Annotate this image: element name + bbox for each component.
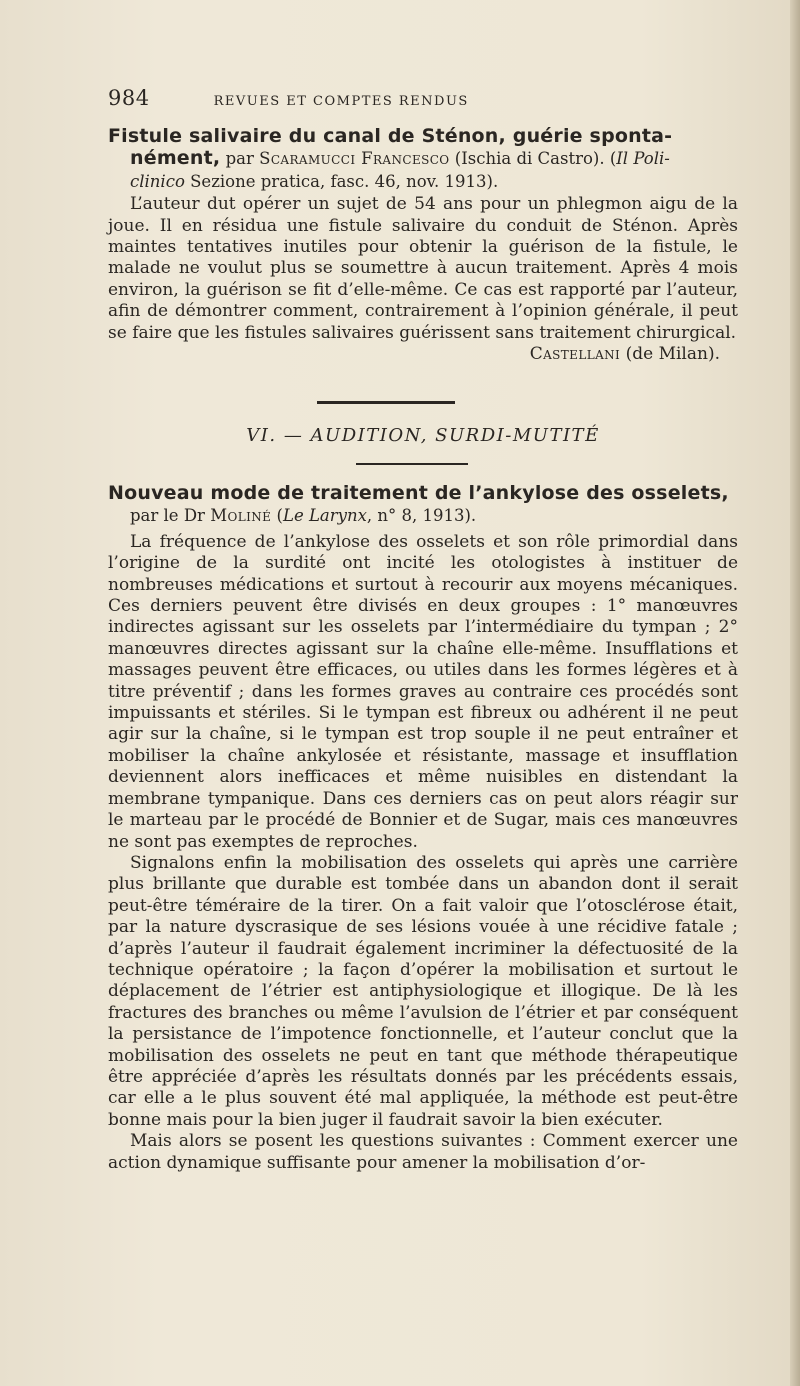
article-title: Nouveau mode de traitement de l’ankylose des osselets,	[108, 482, 729, 504]
article-affiliation: (Ischia di Castro). (	[449, 149, 617, 169]
article-heading	[108, 126, 738, 193]
citation-open: (	[271, 506, 283, 526]
article-by: par le Dr	[130, 506, 211, 526]
journal-name: Le Larynx	[282, 506, 367, 526]
reviewer-place: (de Milan).	[620, 344, 720, 365]
article-author: Moliné	[210, 506, 272, 526]
reviewer-name: Castellani	[529, 344, 621, 365]
article-heading	[108, 483, 738, 528]
article-title-cont: nément,	[130, 147, 221, 170]
article-author: Scaramucci Francesco	[259, 149, 450, 169]
paragraph-2: Signalons enfin la mobilisation des osselets qui après une carrière plus brillante que durable est tombée dans un abandon dont il serait peut-être téméraire de la tirer. On a fait valoir que l’otosclérose était, par la nature dyscrasique de ses lésions vouée à une récidive fatale ; d’après l’auteur il faudrait également incriminer la défectuosité de la technique opératoire ; la façon d’opérer la mobilisation et surtout le déplacement de l’étrier est antiphysiologique et illogique. De là les fractures des branches ou même l’avulsion de l’étrier et par conséquent la persistance de l’impotence fonctionnelle, et l’auteur conclut que la mobilisation des osselets ne peut en tant que méthode thérapeutique être appréciée d’après les résultats donnés par les précédents essais, car elle a le plus souvent été mal appliquée, la méthode est peut-être bonne mais pour la bien juger il faudrait savoir la bien exécuter.	[108, 852, 738, 1130]
reviewer-signature	[508, 344, 720, 365]
journal-name-cont: clinico	[130, 171, 185, 191]
paragraph-1: La fréquence de l’ankylose des osselets et son rôle primordial dans l’origine de la surdité ont incité les otologistes à instituer de nombreuses médications et surtout à recourir aux moyens mécaniques. Ces derniers peuvent être divisés en deux groupes : 1° manœuvres indirectes agissant sur les osselets par l’intermédiaire du tympan ; 2° manœuvres directes agissant sur la chaîne elle-même. Insufflations et massages peuvent être efficaces, ou utiles dans les formes légères et à titre préventif ; dans les formes graves au contraire ces procédés sont impuissants et stériles. Si le tympan est fibreux ou adhérent il ne peut agir sur la chaîne, si le tympan est trop souple il ne peut entraîner et mobiliser la chaîne ankylosée et résistante, massage et insufflation deviennent alors inefficaces et même nuisibles en distendant la membrane tympanique. Dans ces derniers cas on peut alors réagir sur le marteau par le procédé de Bonnier et de Sugar, mais ces manœuvres ne sont pas exemptes de reproches.	[108, 531, 738, 852]
page-header	[108, 86, 748, 110]
citation-details: Sezione pratica, fasc. 46, nov. 1913).	[184, 171, 499, 191]
citation-details: , n° 8, 1913).	[366, 506, 477, 526]
article-by: par	[220, 149, 260, 169]
page-number: 984	[108, 86, 150, 110]
section-heading: VI. — AUDITION, SURDI-MUTITÉ	[246, 425, 600, 446]
article-fistule	[108, 126, 738, 365]
article-body-text: L’auteur dut opérer un sujet de 54 ans pour un phlegmon aigu de la joue. Il en résidua une fistule salivaire du conduit de Sténon. Après maintes tentatives inutiles pour obtenir la guérison de la fistule, le malade ne voulut plus se soumettre à aucun traitement. Après 4 mois environ, la guérison se fit d’elle-même. Ce cas est rapporté par l’auteur, afin de démontrer comment, contrairement à l’opinion générale, il peut se faire que les fistules salivaires guérissent sans traitement chirurgical.	[108, 194, 738, 343]
article-ankylose	[108, 483, 738, 1174]
article-body	[108, 194, 738, 365]
journal-name: Il Poli-	[616, 149, 670, 169]
separator-rule	[317, 401, 455, 404]
paragraph-3: Mais alors se posent les questions suivantes : Comment exercer une action dynamique suffisante pour amener la mobilisation d’or-	[108, 1131, 738, 1173]
page-edge	[790, 0, 800, 1386]
running-head: REVUES ET COMPTES RENDUS	[213, 94, 469, 109]
article-title: Fistule salivaire du canal de Sténon, guérie sponta-	[108, 125, 673, 147]
section-underline	[356, 463, 468, 465]
